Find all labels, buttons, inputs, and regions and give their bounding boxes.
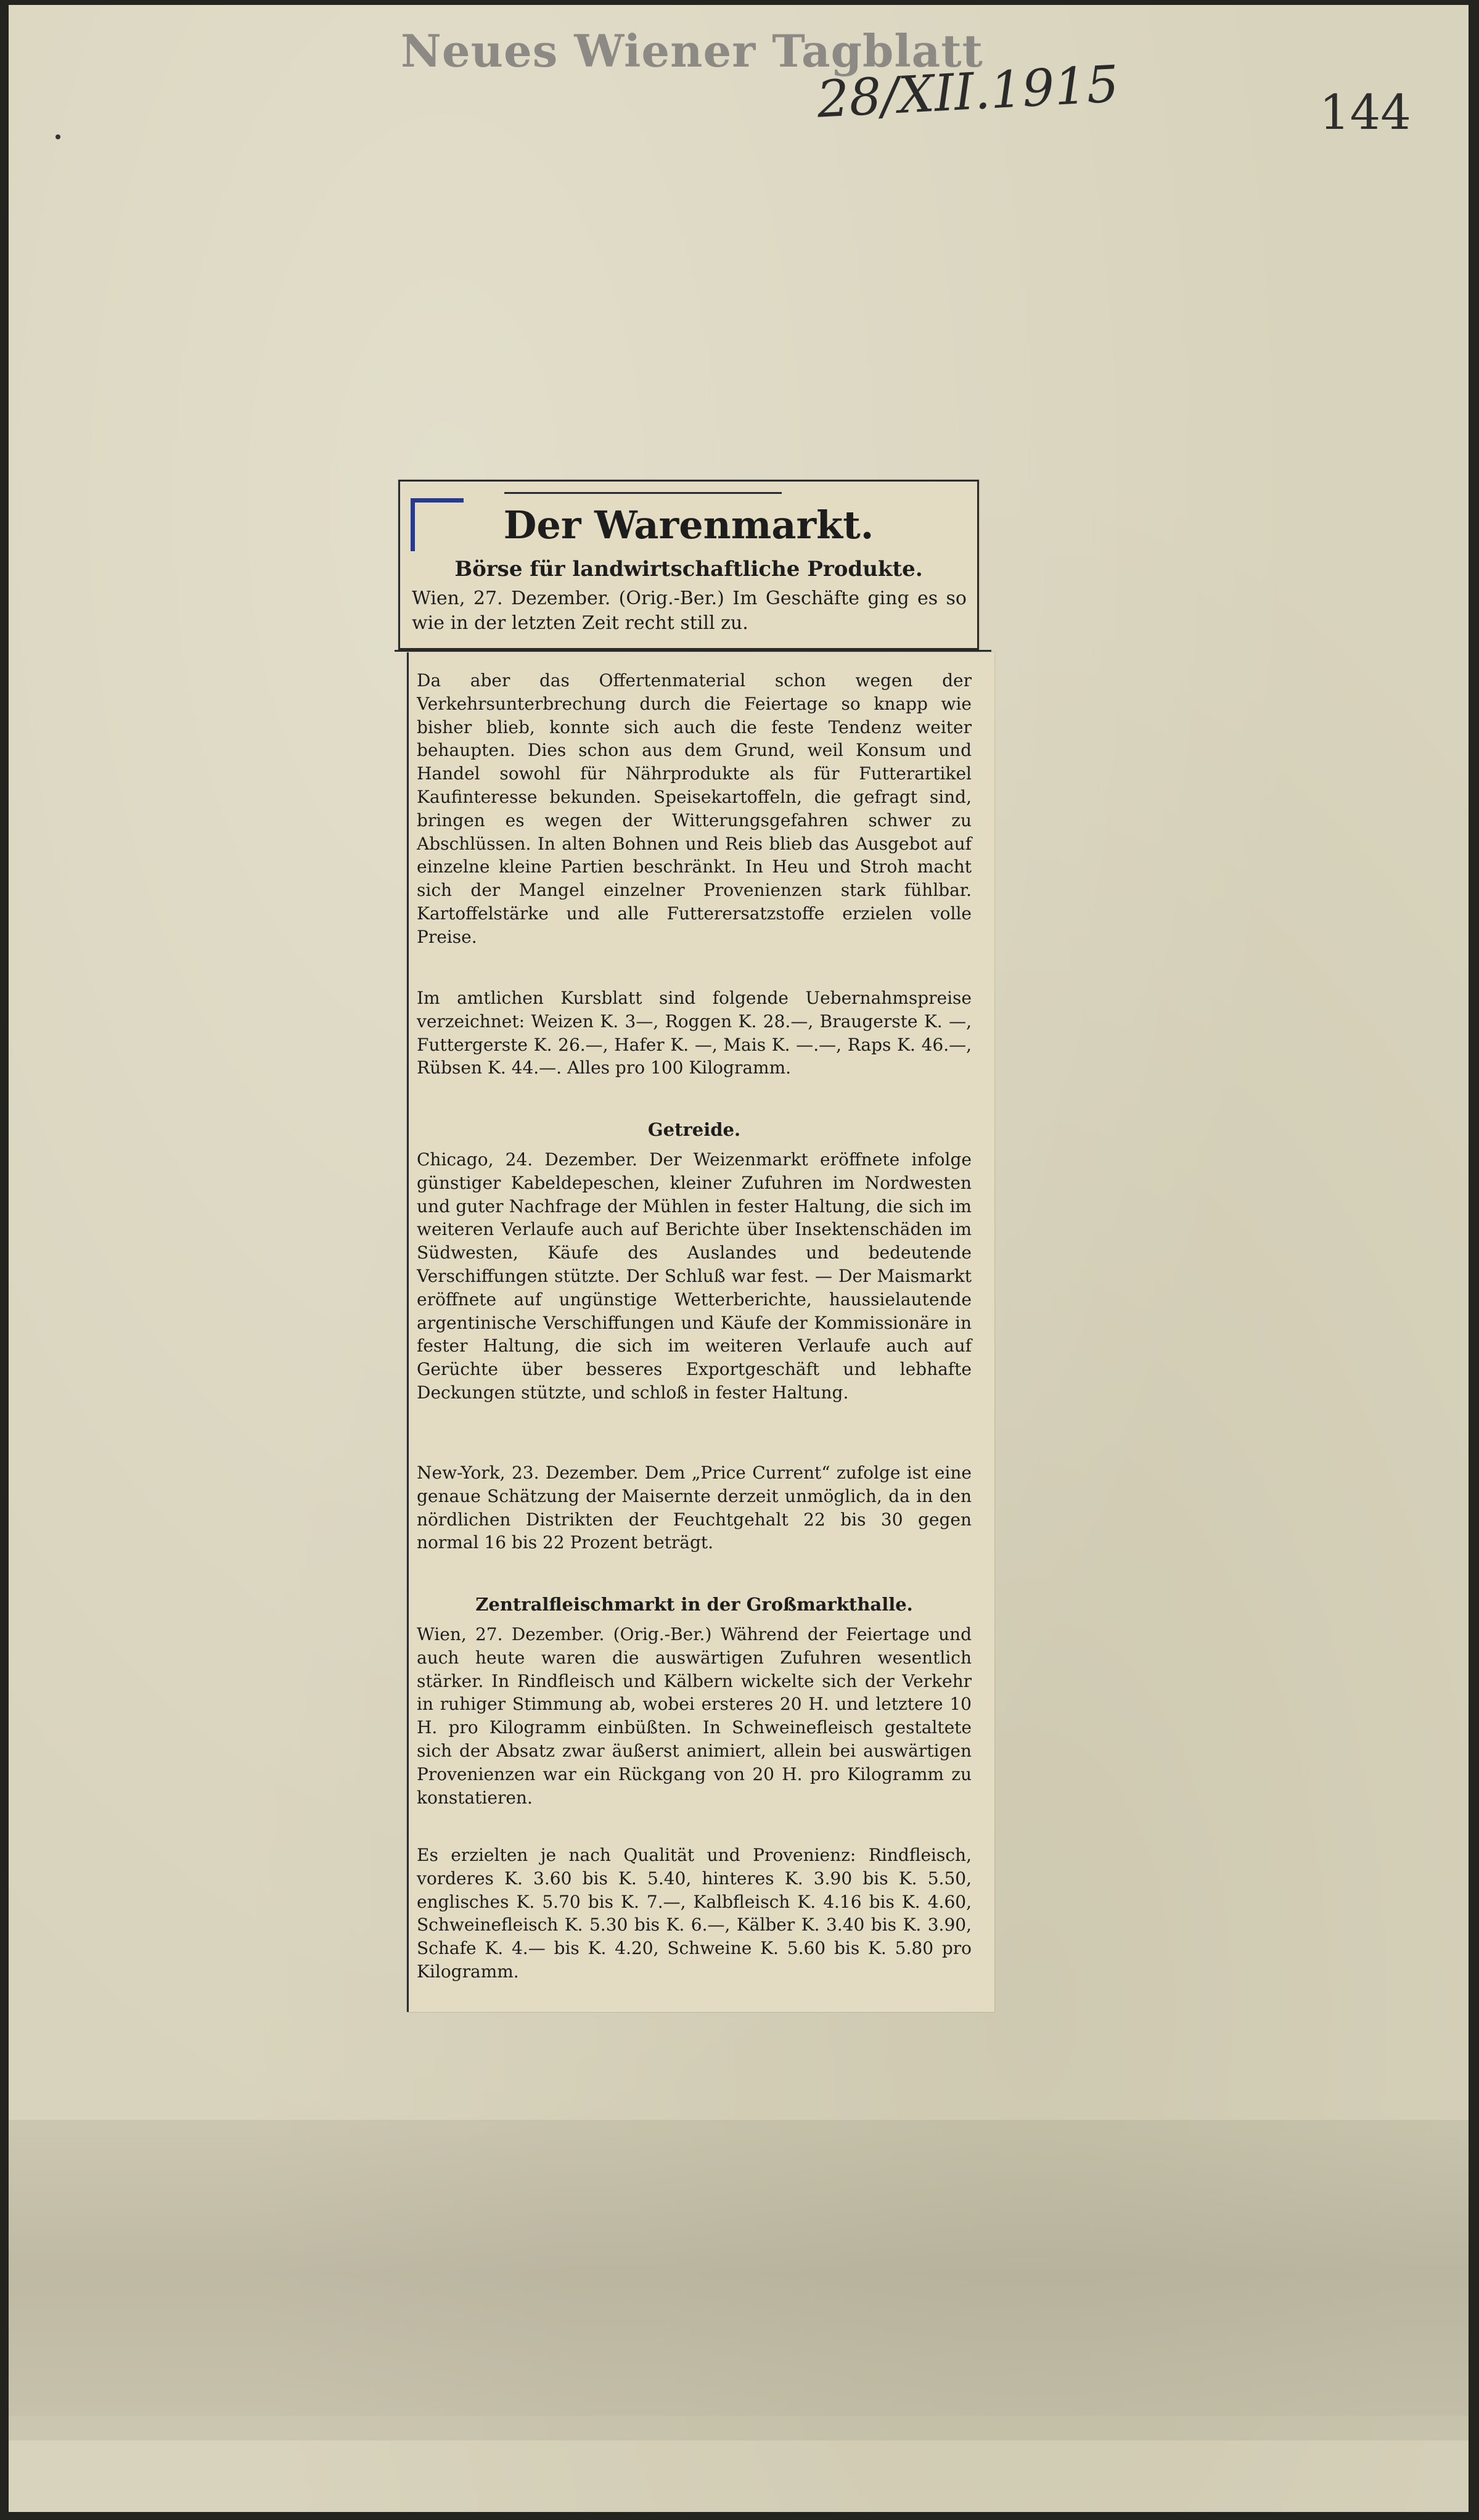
publication-stamp: Neues Wiener Tagblatt [401, 25, 983, 77]
blue-pencil-mark-horizontal [411, 498, 464, 503]
section-heading-meat-market: Zentralfleischmarkt in der Großmarkthalle. [475, 1594, 913, 1615]
paragraph-vienna-meat: Wien, 27. Dezember. (Orig.-Ber.) Während der Feiertage und auch heute waren die auswärtigen Zufuhren wesentlich stärker. In Rindfleisch und Kälbern wickelte sich der Verkehr in ruhiger Stimmung ab, wobei ersteres 20 H. und letztere 10 H. pro Kilogramm einbüßten. In Schweinefleisch gestaltete sich der Absatz zwar äußerst animiert, allein bei auswärtigen Provenienzen war ein Rückgang von 20 H. pro Kilogramm zu konstatieren. [417, 1624, 972, 1808]
paragraph-new-york: New-York, 23. Dezember. Dem „Price Current“ zufolge ist eine genaue Schätzung der Maisernte derzeit unmöglich, da in den nördlichen Distrikten der Feuchtgehalt 22 bis 30 gegen normal 16 bis 22 Prozent beträgt. [417, 1463, 972, 1553]
paper-speck [55, 134, 60, 139]
handwritten-date: 28/XII.1915 [815, 55, 1121, 129]
article-lead: Wien, 27. Dezember. (Orig.-Ber.) Im Geschäfte ging es so wie in der letzten Zeit recht still zu. [412, 588, 967, 634]
page-number: 144 [1319, 85, 1411, 141]
article-headline: Der Warenmarkt. [503, 503, 874, 548]
paragraph-market-overview: Da aber das Offertenmaterial schon wegen der Verkehrsunterbrechung durch die Feiertage so knapp wie bisher blieb, konnte sich auch die feste Tendenz weiter behaupten. Dies schon aus dem Grund, weil Konsum und Handel sowohl für Nährprodukte als für Futterartikel Kaufinteresse bekunden. Speisekartoffeln, die gefragt sind, bringen es wegen der Witterungsgefahren schwer zu Abschlüssen. In alten Bohnen und Reis blieb das Ausgebot auf einzelne kleine Partien beschränkt. In Heu und Stroh macht sich der Mangel einzelner Provenienzen stark fühlbar. Kartoffelstärke und alle Futterersatzstoffe erzielen volle Preise. [417, 670, 972, 947]
column-break-rule [395, 650, 991, 652]
section-heading-grain: Getreide. [647, 1119, 741, 1140]
paragraph-official-prices: Im amtlichen Kursblatt sind folgende Uebernahmspreise verzeichnet: Weizen K. 3—, Roggen K. 28.—, Braugerste K. —, Futtergerste K. 26.—, Hafer K. —, Mais K. —.—, Raps K. 46.—, Rübsen K. 44.—. Alles pro 100 Kilogramm. [417, 988, 972, 1078]
paper-smudge [9, 2132, 1469, 2416]
headline-top-rule [504, 492, 782, 494]
paragraph-chicago: Chicago, 24. Dezember. Der Weizenmarkt eröffnete infolge günstiger Kabeldepeschen, kleiner Zufuhren im Nordwesten und guter Nachfrage der Mühlen in fester Haltung, die sich im weiteren Verlaufe auch auf Berichte über Insektenschäden im Südwesten, Käufe des Auslandes und bedeutende Verschiffungen stützte. Der Schluß war fest. — Der Maismarkt eröffnete auf ungünstige Wetterberichte, haussielautende argentinische Verschiffungen und Käufe der Kommissionäre in fester Haltung, die sich im weiteren Verlaufe auch auf Gerüchte über besseres Exportgeschäft und lebhafte Deckungen stützte, und schloß in fester Haltung. [417, 1149, 972, 1403]
paragraph-meat-prices: Es erzielten je nach Qualität und Provenienz: Rindfleisch, vorderes K. 3.60 bis K. 5.40, hinteres K. 3.90 bis K. 5.50, englisches K. 5.70 bis K. 7.—, Kalbfleisch K. 4.16 bis K. 4.60, Schweinefleisch K. 5.30 bis K. 6.—, Kälber K. 3.40 bis K. 3.90, Schafe K. 4.— bis K. 4.20, Schweine K. 5.60 bis K. 5.80 pro Kilogramm. [417, 1845, 972, 1982]
article-subheadline: Börse für landwirtschaftliche Produkte. [454, 557, 923, 581]
